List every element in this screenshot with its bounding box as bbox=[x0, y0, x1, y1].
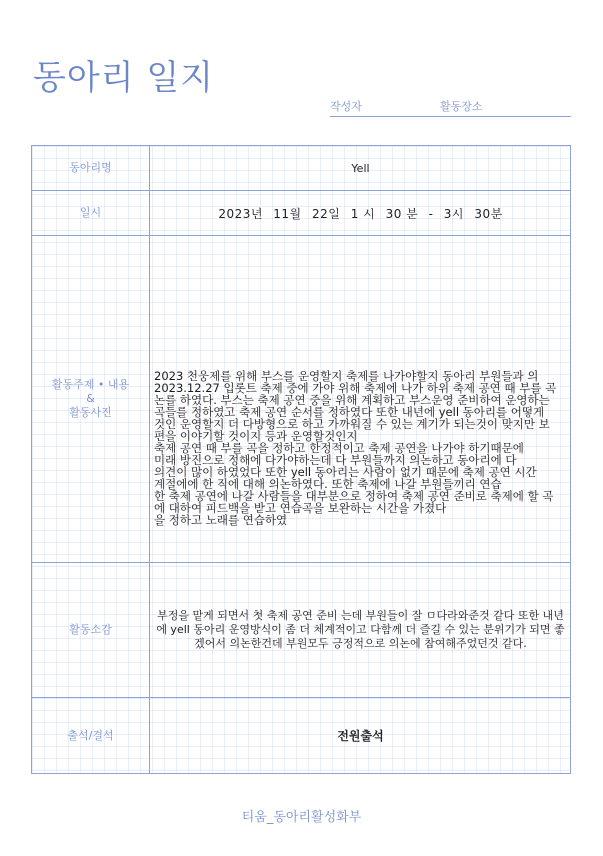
activity-line: 의견이 많이 하였었다 또한 yell 동아리는 사람이 없기 때문에 축제 공연 시간 bbox=[154, 465, 537, 479]
activity-line: 2023.12.27 입롯트 축제 중에 가야 위해 축제에 나가 하위 축제 공연 때 부를 곡 bbox=[154, 381, 557, 395]
end-hour: 3시 bbox=[443, 206, 464, 221]
activity-label-line1: 활동주제 • 내용 bbox=[51, 378, 130, 391]
activity-line: 편을 이야기할 것이지 등과 운영할것인지 bbox=[154, 429, 358, 443]
activity-line: 미래 방진으로 정해에 다가야하는데 다 부원들까지 의논하고 동아리에 다 bbox=[154, 453, 517, 467]
thoughts-label: 활동소감 bbox=[69, 623, 112, 636]
end-minute: 30분 bbox=[474, 206, 503, 221]
activity-line: 을 정하고 노래를 연습하였 bbox=[154, 513, 288, 527]
attendance-label: 출석/결석 bbox=[67, 728, 114, 742]
activity-line: 에 대하여 피드백을 받고 연습곡을 보완하는 시간을 가졌다 bbox=[154, 501, 447, 515]
place-label: 활동장소 bbox=[440, 100, 483, 113]
activity-line: 한 축제 공연에 나갈 사람들을 대부분으로 정하여 축제 공연 준비로 축제에 할 곡 bbox=[154, 489, 554, 503]
activity-label-line2: & bbox=[86, 392, 95, 405]
club-name-label: 동아리명 bbox=[69, 161, 112, 174]
page-title: 동아리 일지 bbox=[33, 58, 215, 98]
author-label: 작성자 bbox=[330, 100, 362, 113]
activity-line: 2023 천웅제를 위해 부스를 운영할지 축제를 나가야할지 동아리 부원들과 의 bbox=[154, 369, 539, 383]
date-year: 2023년 bbox=[218, 206, 263, 221]
activity-label-line3: 활동사진 bbox=[69, 406, 112, 419]
footer-text: 티움_동아리활성화부 bbox=[241, 810, 362, 825]
attendance-text: 전원출석 bbox=[337, 729, 384, 743]
meta-line bbox=[330, 96, 571, 117]
activity-line: 곡들를 정하였고 축제 공연 순서를 정하였다 또한 내년에 yell 동아리를 어떻게 bbox=[154, 405, 545, 419]
time-dash: - bbox=[428, 206, 434, 221]
activity-line: 계절에에 한 직에 대해 의논하였다. 또한 축제에 나갈 부원들끼리 연습 bbox=[154, 477, 502, 491]
date-label: 일시 bbox=[79, 206, 102, 219]
club-name-value: Yell bbox=[351, 161, 370, 175]
attendance-value bbox=[150, 698, 571, 773]
activity-line: 축제 공연 때 부를 곡을 정하고 한정적이고 축제 공연을 나가야 하기때문에 bbox=[154, 441, 524, 455]
date-month: 11월 bbox=[273, 206, 302, 221]
thoughts-content: 부정을 맡게 되면서 첫 축제 공연 준비 는데 부원들이 잘 ㅁ다라와준것 같다 또한 내년에 yell 동아리 운영방식이 좀 더 체계적이고 다함께 더 즐길 수 있는 분위기가 되면 좋겠어서 의논한건데 부원모두 긍정적으로 의논에 참여해주었던것 같다. bbox=[156, 608, 565, 650]
start-hour: 1 시 bbox=[350, 206, 376, 221]
activity-label bbox=[32, 236, 149, 562]
date-day: 22일 bbox=[311, 206, 341, 221]
activity-line: 논를 하였다. 부스는 축제 공연 중을 위해 계획하고 부스운영 준비하여 운영하는 bbox=[154, 393, 550, 407]
date-value bbox=[150, 191, 571, 235]
log-form bbox=[31, 145, 571, 774]
start-minute: 30 분 bbox=[385, 206, 419, 221]
activity-line: 것인 운영할지 더 다방형으로 하고 가까워질 수 있는 계기가 되는것이 맞지만 보 bbox=[154, 417, 550, 431]
activity-content bbox=[150, 334, 571, 562]
